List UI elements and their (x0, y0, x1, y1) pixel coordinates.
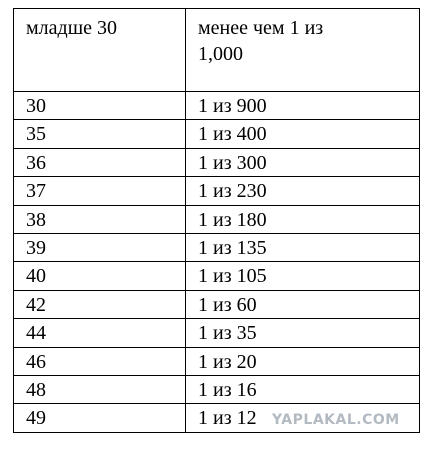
age-cell: 48 (14, 375, 186, 403)
age-risk-table (13, 8, 420, 433)
table-row (14, 233, 420, 261)
age-cell: 49 (14, 404, 186, 432)
risk-cell: 1 из 400 (186, 120, 420, 148)
table-row (14, 375, 420, 403)
table-row (14, 205, 420, 233)
table-row (14, 92, 420, 120)
risk-cell: 1 из 180 (186, 205, 420, 233)
age-cell: 42 (14, 290, 186, 318)
age-cell: 30 (14, 92, 186, 120)
header-risk-text: менее чем 1 из 1,000 (198, 17, 324, 65)
header-cell-age (14, 9, 186, 92)
risk-cell: 1 из 230 (186, 177, 420, 205)
watermark-text: YAPLAKAL.COM (272, 412, 400, 428)
age-cell: 46 (14, 347, 186, 375)
risk-cell: 1 из 16 (186, 375, 420, 403)
header-age-text: младше 30 (26, 17, 117, 39)
table-row (14, 148, 420, 176)
age-cell: 35 (14, 120, 186, 148)
age-cell: 40 (14, 262, 186, 290)
table-row (14, 319, 420, 347)
age-cell: 36 (14, 148, 186, 176)
age-cell: 39 (14, 233, 186, 261)
table-row (14, 404, 420, 432)
risk-cell: 1 из 20 (186, 347, 420, 375)
table-row (14, 347, 420, 375)
table-row (14, 262, 420, 290)
table-body (14, 9, 420, 433)
table-row (14, 290, 420, 318)
risk-cell: 1 из 300 (186, 148, 420, 176)
risk-cell: 1 из 60 (186, 290, 420, 318)
risk-cell: 1 из 135 (186, 233, 420, 261)
age-cell: 44 (14, 319, 186, 347)
table-row (14, 177, 420, 205)
header-cell-risk (186, 9, 420, 92)
risk-cell: 1 из 35 (186, 319, 420, 347)
age-cell: 37 (14, 177, 186, 205)
table-row (14, 120, 420, 148)
risk-cell: 1 из 900 (186, 92, 420, 120)
table-header-row (14, 9, 420, 92)
age-cell: 38 (14, 205, 186, 233)
risk-cell: 1 из 105 (186, 262, 420, 290)
risk-cell: 1 из 12 (186, 404, 420, 432)
